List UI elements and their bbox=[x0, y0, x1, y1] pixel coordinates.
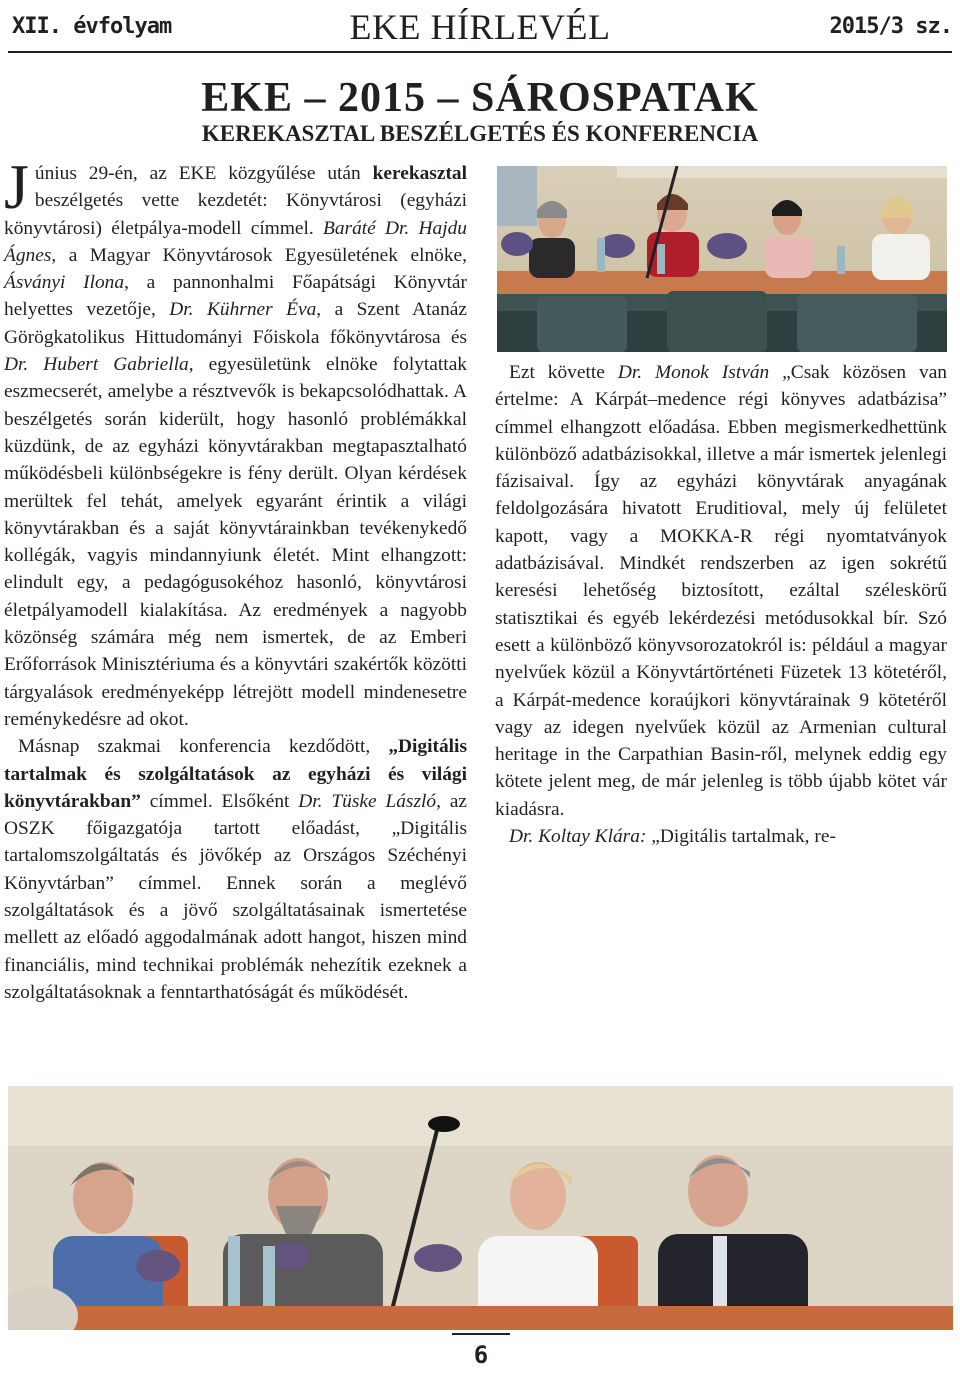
p3-name-monok: Dr. Monok István bbox=[617, 362, 770, 383]
p2-text-e: az OSZK főigazgatója tartott előadást, „Digitális tartalomszolgáltatás és jövőkép az Országos Széchényi Könyvtárban” címmel. Ennek során a meglévő szolgáltatások és a jövő szolgáltatásainak ismertetése mellett az előadó aggodalmának adott hangot, hiszen mind financiális, mind technikai problémák nehezítik ezeknek a szolgáltatásoknak a fenntarthatóságát és működését. bbox=[4, 790, 468, 1003]
p2-name-tuske: Dr. Tüske László, bbox=[298, 790, 441, 812]
article-column-right bbox=[495, 359, 947, 850]
article-subtitle: KEREKASZTAL BESZÉLGETÉS ÉS KONFERENCIA bbox=[201, 121, 759, 146]
p1-text-a: únius 29-én, az EKE közgyűlése után bbox=[34, 163, 373, 184]
article-column-left bbox=[4, 151, 468, 1006]
p4-name-koltay: Dr. Koltay Klára: bbox=[509, 826, 647, 848]
panel-photo-image bbox=[497, 166, 947, 352]
paragraph-1 bbox=[4, 151, 467, 733]
p3-text-a: Ezt követte bbox=[509, 362, 618, 383]
volume-label: XII. évfolyam bbox=[12, 14, 172, 39]
p2-text-c: címmel. Elsőként bbox=[140, 790, 299, 812]
article-title: EKE – 2015 – SÁROSPATAK bbox=[201, 75, 759, 121]
newsletter-name: EKE HÍRLEVÉL bbox=[349, 7, 611, 47]
page-header bbox=[0, 0, 960, 52]
p1-text-e: , a Magyar Könyvtárosok Egyesületének elnöke, bbox=[51, 244, 467, 266]
paragraph-3 bbox=[495, 359, 947, 823]
p1-name-asvanyi: Ásványi Ilona bbox=[4, 272, 125, 294]
paragraph-4 bbox=[495, 823, 947, 850]
p1-text-c: beszélgetés vette kezdetét: Könyvtárosi (egyházi könyvtárosi) életpálya-modell címmel. bbox=[4, 190, 467, 239]
p1-name-kuhrner: Dr. Kührner Éva bbox=[169, 299, 317, 321]
paragraph-2 bbox=[4, 733, 467, 1006]
speakers-photo bbox=[8, 1086, 953, 1330]
p2-bold-conference-title: „Digitális tartalmak és szolgáltatások az egyházi és világi könyvtárakban” bbox=[4, 736, 467, 812]
page-number: 6 bbox=[473, 1341, 489, 1369]
p1-text-i: , a Szent Atanáz Görögkatolikus Hittudományi Főiskola főkönyvtárosa és bbox=[4, 299, 467, 348]
p1-text-g: , a pannonhalmi Főapátsági Könyvtár helyettes vezetője, bbox=[4, 272, 467, 321]
panel-photo bbox=[497, 166, 947, 352]
p1-bold-kerekasztal: kerekasztal bbox=[372, 163, 467, 184]
header-rule bbox=[8, 51, 952, 53]
p3-text-c: „Csak közösen van értelme: A Kárpát–medence régi könyves adatbázisa” címmel elhangzott előadása. Ebben megismerkedhettünk különböző adatbázisokkal, illetve a már ismertek jelenlegi fázisaival. Így az egyházi könyvtárak anyagának feldolgozására hivatott Eruditioval, mely új felületet kapott, vagy a MOKKA-R régi nyomtatványok adatbázisával. Mindkét rendszerben az igen sokrétű keresési lehetőség biztosított, ezáltal széleskörű statisztikai és egyéb lekérdezési metódusokkal bír. Szó esett a különböző könyvsorozatokról is: például a magyar nyelvűek közül a Könyvtártörténeti Füzetek 13 kötetéről, a Kárpát-medence koraújkori könyvtárainak 9 kötetéről vagy az idegen nyelvűek közül az Armenian cultural heritage in the Carpathian Basin-ről, melynek eddig egy kötete jelent meg, de már jelenleg is több újabb kötet vár kiadásra. bbox=[495, 362, 948, 820]
footer-rule bbox=[452, 1333, 510, 1335]
speakers-photo-image bbox=[8, 1086, 953, 1330]
issue-label: 2015/3 sz. bbox=[829, 14, 952, 39]
p1-name-hajdu: Baráté Dr. Hajdu Ágnes bbox=[4, 217, 467, 266]
p2-text-a: Másnap szakmai konferencia kezdődött, bbox=[18, 736, 389, 758]
p1-text-k: , egyesületünk elnöke folytattak eszmecserét, amelybe a résztvevők is bekapcsolódhattak. A beszélgetés során kiderült, hogy hasonló problémákkal küzdünk, de az egyházi könyvtárakban megtapasztalható működésbeli különbségekre is fény derült. Olyan kérdések merültek fel tehát, amelyek egyaránt érintik a világi könyvtárakban és a saját könyvtárainkban tevékenykedő kollégák, vagyis mindannyiunk életét. Mint elhangzott: elindult egy, a pedagógusokéhoz hasonló, könyvtárosi életpályamodell kialakítása. Az eredmények a nagyobb közönség számára még nem ismertek, de az Emberi Erőforrások Minisztériuma és a könyvtári szakértők közötti tárgyalások eredményeképp létrejött modell mindenesetre reménykedésre ad okot. bbox=[4, 354, 467, 730]
drop-cap: J bbox=[4, 151, 29, 222]
p4-text-b: „Digitális tartalmak, re- bbox=[646, 826, 836, 848]
p1-name-hubert: Dr. Hubert Gabriella bbox=[4, 354, 189, 376]
